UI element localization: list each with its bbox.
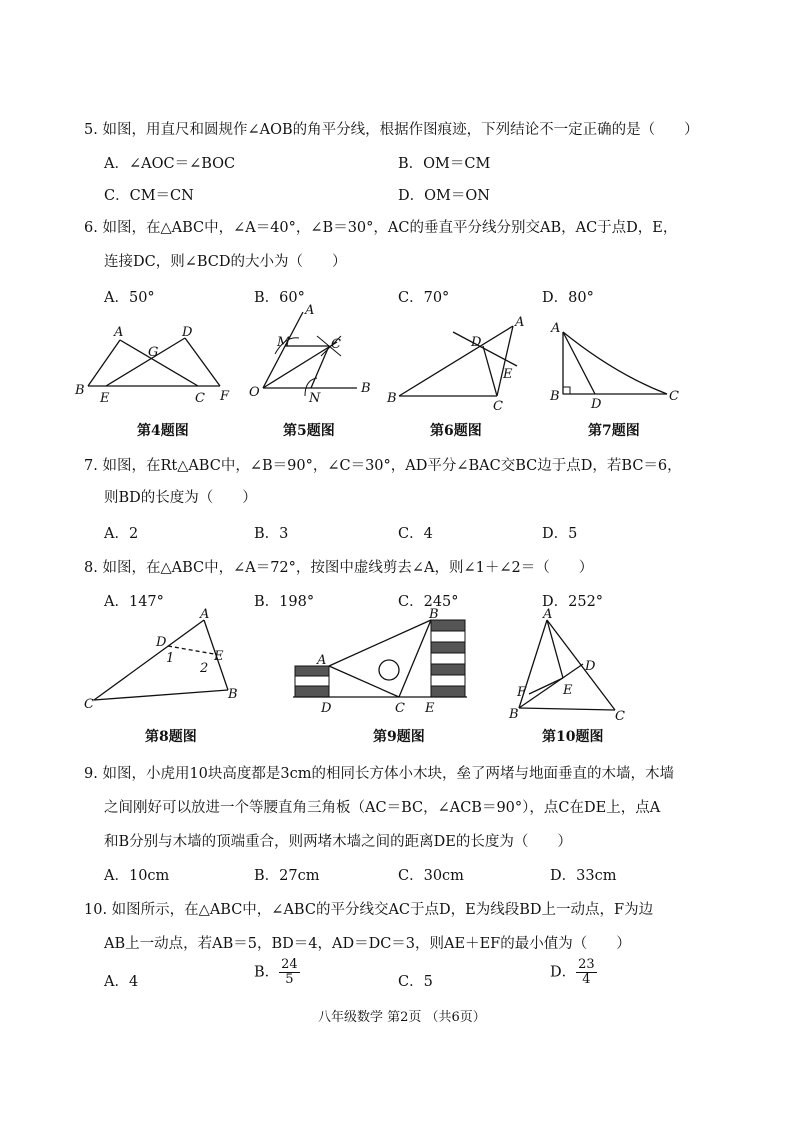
fig4-label-g: G — [148, 345, 159, 360]
caption-fig8: 第8题图 — [145, 729, 197, 745]
fig5-ray-oa — [263, 312, 303, 388]
q6-option-b: B．60° — [254, 290, 305, 306]
q7-option-c: C．4 — [398, 526, 433, 542]
fig10-line-bc — [519, 708, 615, 710]
caption-fig7: 第7题图 — [588, 423, 640, 439]
q9-stem-line1: 9. 如图，小虎用10块高度都是3cm的相同长方体小木块，垒了两堵与地面垂直的木墙，木墙 — [84, 766, 674, 782]
fig8-label-c: C — [84, 697, 94, 712]
q5-option-a: A．∠AOC＝∠BOC — [104, 156, 236, 172]
q9-option-a: A．10cm — [104, 868, 170, 884]
q8-option-a: A．147° — [104, 594, 164, 610]
caption-fig6: 第6题图 — [430, 423, 482, 439]
fig4-label-f: F — [220, 389, 230, 404]
q5-option-d: D．OM＝ON — [398, 188, 490, 204]
fig5-label-b: B — [361, 381, 371, 396]
fig7-label-c: C — [669, 389, 679, 404]
figure-10 — [505, 606, 635, 724]
q6-option-a: A．50° — [104, 290, 155, 306]
fig9-label-e: E — [425, 701, 435, 716]
figure-9 — [285, 606, 475, 716]
q8-option-c: C．245° — [398, 594, 459, 610]
fig7-label-a: A — [551, 321, 561, 336]
fig4-label-b: B — [75, 383, 85, 398]
fig4-label-c: C — [195, 391, 205, 406]
fig6-line-ac — [497, 326, 513, 396]
page-footer: 八年级数学 第2页 （共6页） — [318, 1010, 486, 1025]
fig5-label-a: A — [305, 303, 315, 318]
fig4-line-df — [185, 338, 220, 386]
q10-option-b-numerator: 24 — [281, 957, 298, 972]
q10-option-b-fraction — [279, 958, 300, 987]
caption-fig10: 第10题图 — [542, 729, 604, 745]
caption-fig5: 第5题图 — [283, 423, 335, 439]
fig9-line-cb — [399, 620, 431, 697]
q8-option-d: D．252° — [542, 594, 604, 610]
fig9-line-ab — [329, 620, 431, 666]
fig10-line-ae — [547, 620, 563, 678]
q7-option-d: D．5 — [542, 526, 578, 542]
q8-option-b: B．198° — [254, 594, 315, 610]
q6-stem-line1: 6. 如图，在△ABC中，∠A＝40°，∠B＝30°，AC的垂直平分线分别交AB，AC于点D，E， — [84, 220, 678, 236]
fig6-line-ba — [399, 326, 513, 396]
fig8-label-d: D — [156, 635, 167, 650]
q5-option-c: C．CM＝CN — [104, 188, 194, 204]
q6-option-c: C．70° — [398, 290, 450, 306]
q5-option-b: B．OM＝CM — [398, 156, 491, 172]
figure-6 — [385, 310, 535, 414]
fig6-line-dc — [483, 346, 497, 396]
q10-stem-line1: 10. 如图所示，在△ABC中，∠ABC的平分线交AC于点D，E为线段BD上一动点，F为边 — [84, 902, 654, 918]
q10-option-b-prefix: B． — [254, 964, 280, 981]
q9-option-b: B．27cm — [254, 868, 320, 884]
fig10-label-f: F — [517, 685, 527, 700]
fig9-right-wall — [431, 620, 465, 697]
fig7-label-d: D — [591, 397, 602, 412]
fig4-line-ac — [120, 340, 198, 386]
fig4-line-ed — [106, 338, 185, 386]
fig6-label-a: A — [515, 315, 525, 330]
fig9-left-wall — [295, 666, 329, 697]
q10-option-b-denominator: 5 — [285, 972, 294, 987]
fig9-label-b: B — [429, 607, 439, 622]
fig5-label-c: C — [331, 337, 341, 352]
q7-stem-line2: 则BD的长度为（ ） — [104, 490, 257, 506]
fig6-label-b: B — [387, 391, 397, 406]
q10-option-d-denominator: 4 — [582, 972, 591, 987]
q7-option-a: A．2 — [104, 526, 139, 542]
fig10-line-bd — [519, 664, 583, 708]
q7-option-b: B．3 — [254, 526, 289, 542]
q10-option-c: C．5 — [398, 974, 433, 990]
q9-option-d: D．33cm — [550, 868, 617, 884]
fig8-label-1: 1 — [166, 651, 175, 666]
fig4-line-ba — [88, 340, 120, 386]
fig10-label-e: E — [563, 683, 573, 698]
caption-fig9: 第9题图 — [373, 729, 425, 745]
fig8-label-2: 2 — [200, 661, 209, 676]
fig7-line-ad — [563, 332, 595, 394]
q8-stem: 8. 如图，在△ABC中，∠A＝72°，按图中虚线剪去∠A，则∠1＋∠2＝（ ） — [84, 560, 594, 576]
q10-option-d-fraction — [576, 958, 597, 987]
fig6-label-c: C — [493, 399, 503, 414]
fig9-line-ac — [329, 666, 399, 697]
fig5-bisector-oc — [263, 342, 337, 388]
q7-stem-line1: 7. 如图，在Rt△ABC中，∠B＝90°，∠C＝30°，AD平分∠BAC交BC边于点D，若BC＝6， — [84, 458, 682, 474]
fig8-label-e: E — [214, 649, 224, 664]
fig6-label-d: D — [471, 335, 482, 350]
figure-7 — [545, 318, 685, 410]
q6-option-d: D．80° — [542, 290, 594, 306]
caption-fig4: 第4题图 — [137, 423, 189, 439]
q5-stem: 5. 如图，用直尺和圆规作∠AOB的角平分线，根据作图痕迹，下列结论不一定正确的是（ ） — [84, 122, 699, 138]
fig7-right-angle — [563, 387, 570, 394]
q10-option-d — [550, 958, 597, 987]
fig10-label-b: B — [509, 707, 519, 722]
fig8-label-a: A — [200, 607, 210, 622]
fig8-cut-line-de — [168, 646, 214, 654]
q10-option-d-numerator: 23 — [578, 957, 595, 972]
fig10-label-d: D — [585, 659, 596, 674]
fig5-label-m: M — [277, 335, 291, 350]
q10-option-d-prefix: D． — [550, 964, 577, 981]
fig8-label-b: B — [228, 687, 238, 702]
q9-option-c: C．30cm — [398, 868, 464, 884]
q10-option-b — [254, 958, 300, 987]
q10-option-a: A．4 — [104, 974, 139, 990]
fig9-label-c: C — [395, 701, 405, 716]
fig4-label-d: D — [182, 325, 193, 340]
fig10-label-a: A — [543, 607, 553, 622]
q9-stem-line3: 和B分别与木墙的顶端重合，则两堵木墙之间的距离DE的长度为（ ） — [104, 834, 572, 850]
fig9-triangle-hole — [379, 660, 399, 680]
fig8-line-cb — [94, 690, 228, 700]
q9-stem-line2: 之间刚好可以放进一个等腰直角三角板（AC＝BC，∠ACB＝90°），点C在DE上，点A — [104, 800, 661, 816]
fig9-label-d: D — [321, 701, 332, 716]
fig10-label-c: C — [615, 709, 625, 724]
figure-8 — [80, 604, 255, 714]
q6-stem-line2: 连接DC，则∠BCD的大小为（ ） — [104, 254, 347, 270]
fig9-label-a: A — [317, 653, 327, 668]
fig4-label-e: E — [100, 391, 110, 406]
fig6-label-e: E — [503, 367, 513, 382]
figure-4 — [70, 320, 240, 410]
fig10-line-ef — [529, 678, 563, 694]
q10-stem-line2: AB上一动点，若AB＝5，BD＝4，AD＝DC＝3，则AE＋EF的最小值为（ ） — [104, 936, 631, 952]
fig8-line-ca — [94, 620, 204, 700]
fig5-label-o: O — [249, 385, 260, 400]
fig7-label-b: B — [550, 389, 560, 404]
figure-5 — [245, 300, 380, 410]
fig5-label-n: N — [309, 391, 321, 406]
fig4-label-a: A — [114, 325, 124, 340]
